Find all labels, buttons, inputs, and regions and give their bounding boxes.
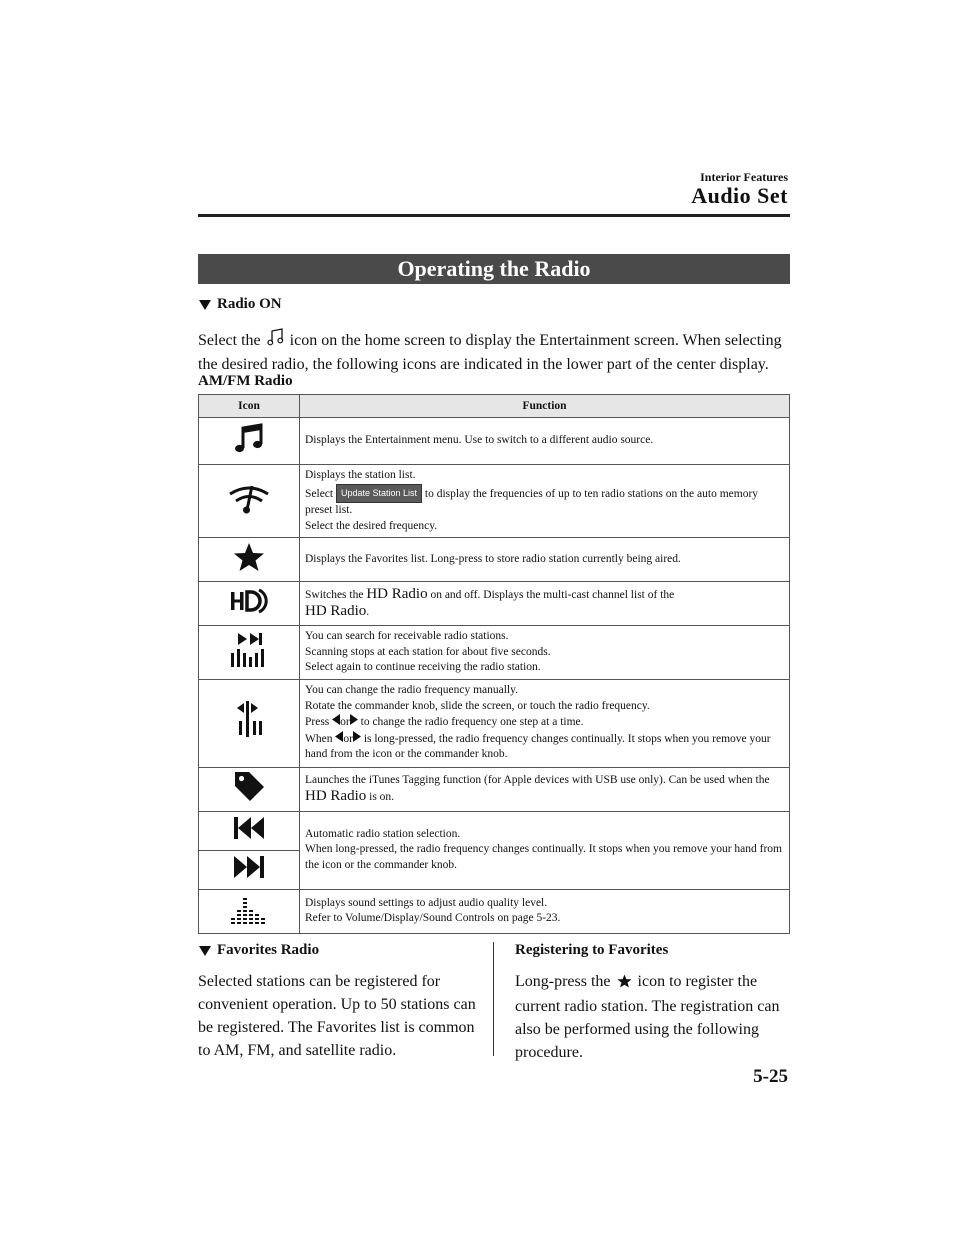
page-number: 5-25 <box>753 1066 788 1087</box>
function-cell <box>300 889 790 933</box>
icon-cell <box>199 582 300 626</box>
function-cell <box>300 679 790 767</box>
station-list-instructions <box>305 484 784 519</box>
when-word: When <box>305 732 333 745</box>
manual-press-line <box>305 714 784 731</box>
hd-radio-word: HD Radio <box>305 787 367 804</box>
manual-text-3: to change the radio frequency one step at a time. <box>360 716 584 729</box>
section-title: Audio Set <box>691 183 788 208</box>
table-row <box>199 465 790 538</box>
hd-text-c: . <box>366 605 370 618</box>
favorites-radio-text: Selected stations can be registered for convenient operation. Up to 50 stations can be registered. The Favorites list is common to AM, FM, and satellite radio. <box>198 973 476 1059</box>
function-cell <box>300 767 790 811</box>
update-station-list-button: Update Station List <box>336 484 422 504</box>
station-list-detail: to display the frequencies of up to ten radio stations on the auto memory preset list. <box>305 487 759 516</box>
function-cell: Displays the Favorites list. Long-press to store radio station currently being aired. <box>300 538 790 582</box>
right-arrow-icon <box>353 733 361 745</box>
triangle-marker-icon <box>199 300 211 310</box>
function-cell <box>300 811 790 889</box>
registering-text-a: Long-press the <box>515 973 611 990</box>
table-row <box>199 767 790 811</box>
seek-back-icon <box>231 832 267 844</box>
press-word: Press <box>305 716 330 729</box>
hd-radio-word: HD Radio <box>366 586 428 602</box>
hd-text-b: on and off. Displays the multi-cast channel list of the <box>430 589 675 601</box>
header-divider <box>198 214 790 217</box>
music-note-icon <box>232 446 266 458</box>
icon-cell <box>199 538 300 582</box>
registering-heading: Registering to Favorites <box>515 942 669 958</box>
manual-when-line <box>305 731 784 763</box>
music-note-icon <box>267 328 284 354</box>
radio-on-heading <box>199 296 282 313</box>
icon-cell <box>199 626 300 680</box>
table-row <box>199 626 790 680</box>
column-divider <box>493 942 494 1056</box>
radio-on-intro <box>198 328 798 376</box>
table-row <box>199 582 790 626</box>
radio-antenna-icon <box>226 507 272 519</box>
table-row <box>199 679 790 767</box>
icon-cell <box>199 767 300 811</box>
seek-text-2: When long-pressed, the radio frequency changes continually. It stops when you remove your hand from the icon or the commander knob. <box>305 843 783 871</box>
table-row <box>199 418 790 465</box>
sound-text-1: Displays sound settings to adjust audio quality level. <box>305 896 548 909</box>
am-fm-subheading: AM/FM Radio <box>198 373 293 389</box>
scan-text-1: You can search for receivable radio stations. <box>305 630 509 642</box>
right-arrow-icon <box>350 716 358 728</box>
registering-text <box>515 970 787 1064</box>
tag-text-b: is on. <box>369 790 395 803</box>
tag-icon <box>232 794 266 806</box>
seek-text-1: Automatic radio station selection. <box>305 827 461 840</box>
tag-text-a: Launches the iTunes Tagging function (for Apple devices with USB use only). Can be used when the <box>305 774 770 786</box>
intro-text-a: Select the <box>198 332 261 349</box>
left-arrow-icon <box>332 716 340 728</box>
icon-cell <box>199 679 300 767</box>
hd-radio-word: HD Radio <box>305 602 367 619</box>
favorites-radio-heading-text: Favorites Radio <box>217 942 320 958</box>
table-row <box>199 811 790 850</box>
icon-cell <box>199 465 300 538</box>
function-cell <box>300 626 790 680</box>
intro-text-b: icon on the home screen to display the Entertainment screen. When selecting <box>289 332 782 349</box>
table-row <box>199 889 790 933</box>
manual-text-4: is long-pressed, the radio frequency changes continually. It stops when you remove your hand from the icon or the commander knob. <box>305 732 771 761</box>
icon-cell <box>199 850 300 889</box>
icon-cell <box>199 889 300 933</box>
scan-icon <box>226 660 272 672</box>
function-cell: Displays the Entertainment menu. Use to switch to a different audio source. <box>300 418 790 465</box>
equalizer-icon <box>229 916 269 928</box>
manual-text-2: Rotate the commander knob, slide the screen, or touch the radio frequency. <box>305 699 650 712</box>
scan-text-3: Select again to continue receiving the radio station. <box>305 661 541 673</box>
station-list-select-text: Select the desired frequency. <box>305 519 438 532</box>
function-column-header: Function <box>300 395 790 418</box>
table-header-row <box>199 395 790 418</box>
hd-radio-icon <box>228 608 270 620</box>
radio-on-heading-text: Radio ON <box>217 296 282 312</box>
registering-text-b: icon to register the current radio station. The registration can also be performed using the following procedure. <box>515 973 780 1061</box>
table-row <box>199 538 790 582</box>
icon-cell <box>199 811 300 850</box>
function-cell <box>300 582 790 626</box>
or-word: or <box>343 732 353 745</box>
manual-text-1: You can change the radio frequency manually. <box>305 684 518 697</box>
hd-text-a: Switches the <box>305 589 364 601</box>
chapter-title: Interior Features <box>700 170 788 184</box>
sound-text-2: Refer to Volume/Display/Sound Controls on page 5-23. <box>305 912 561 924</box>
icon-function-table <box>198 394 790 934</box>
icon-column-header: Icon <box>199 395 300 418</box>
intro-text-c: the desired radio, the following icons are indicated in the lower part of the center display. <box>198 356 769 373</box>
or-word: or <box>340 716 350 729</box>
scan-text-2: Scanning stops at each station for about five seconds. <box>305 645 551 658</box>
favorites-radio-heading <box>199 942 319 959</box>
section-banner: Operating the Radio <box>198 254 790 284</box>
station-list-text: Displays the station list. <box>305 469 416 481</box>
triangle-marker-icon <box>199 946 211 956</box>
star-icon <box>617 972 632 995</box>
seek-forward-icon <box>231 871 267 883</box>
icon-cell <box>199 418 300 465</box>
select-word: Select <box>305 487 334 500</box>
function-cell <box>300 465 790 538</box>
tune-icon <box>231 730 267 742</box>
star-icon <box>233 563 265 575</box>
